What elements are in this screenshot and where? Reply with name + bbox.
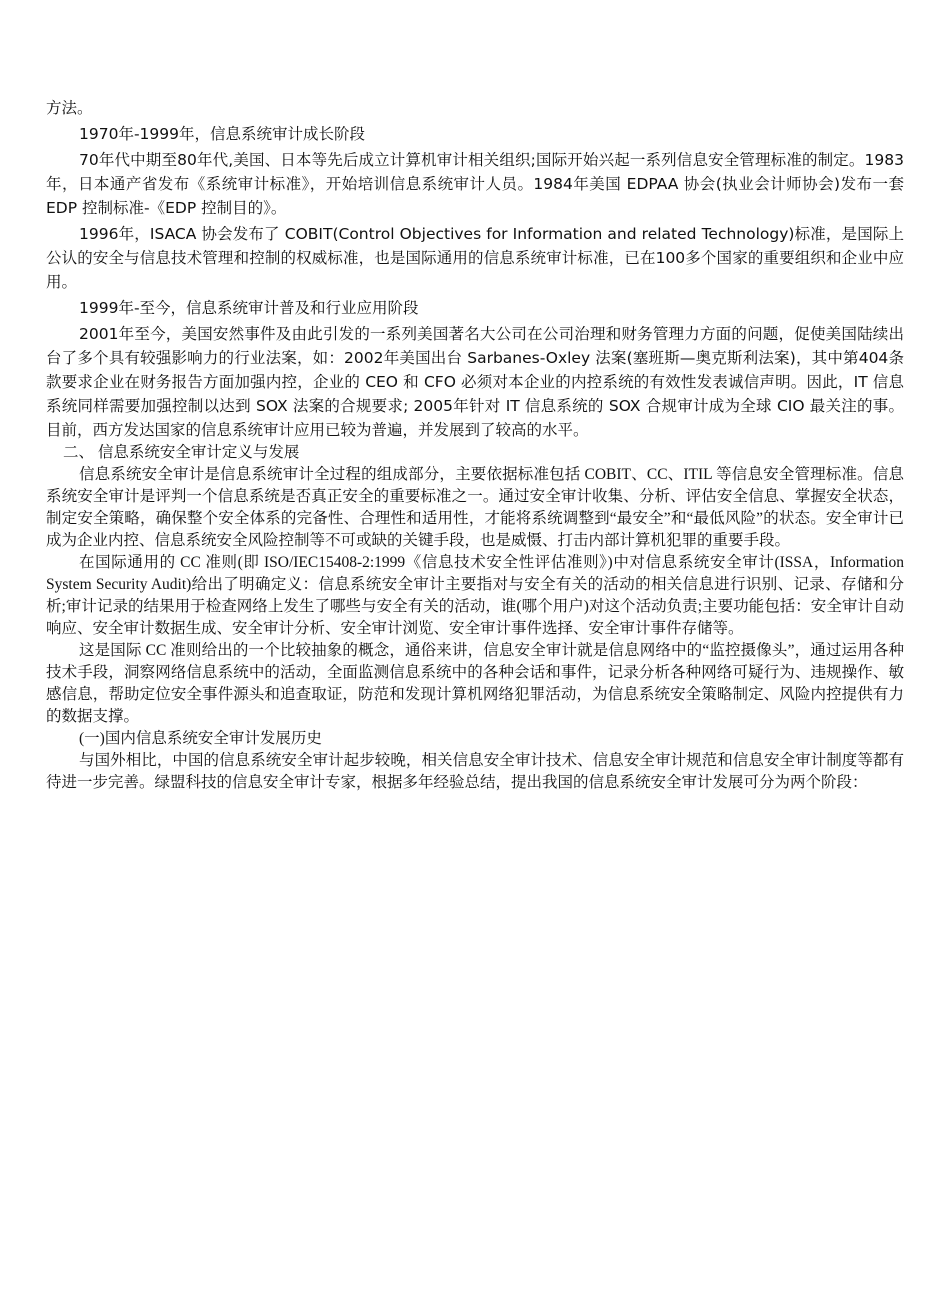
paragraph-cobit-1996: 1996年，ISACA 协会发布了 COBIT(Control Objectives for Information and related Technology)标准，是国际上公认的安全与信息技术管理和控制的权威标准，也是国际通用的信息系统审计标准，已在100多个国家的重要组织和企业中应用。 [46, 225, 904, 291]
paragraph-cc-standard: 在国际通用的 CC 准则(即 ISO/IEC15408-2:1999《信息技术安全性评估准则》)中对信息系统安全审计(ISSA，Information System Security Audit)给出了明确定义：信息系统安全审计主要指对与安全有关的活动的相关信息进行识别、记录、存储和分析;审计记录的结果用于检查网络上发生了哪些与安全有关的活动，谁(哪个用户)对这个活动负责;主要功能包括：安全审计自动响应、安全审计数据生成、安全审计分析、安全审计浏览、安全审计事件选择、安全审计事件存储等。 [46, 554, 904, 637]
paragraph-intro-tail: 方法。 [46, 99, 93, 117]
subheading-domestic-history: (一)国内信息系统安全审计发展历史 [79, 730, 322, 747]
paragraph-1970s-history: 70年代中期至80年代,美国、日本等先后成立计算机审计相关组织;国际开始兴起一系列信息安全管理标准的制定。1983年，日本通产省发布《系统审计标准》，开始培训信息系统审计人员。1984年美国 EDPAA 协会(执业会计师协会)发布一套 EDP 控制标准-《EDP 控制目的》。 [46, 151, 904, 217]
paragraph-monitoring-camera: 这是国际 CC 准则给出的一个比较抽象的概念，通俗来讲，信息安全审计就是信息网络中的“监控摄像头”，通过运用各种技术手段，洞察网络信息系统中的活动，全面监测信息系统中的各种会话和事件，记录分析各种网络可疑行为、违规操作、敏感信息，帮助定位安全事件源头和追查取证，防范和发现计算机网络犯罪活动，为信息系统安全策略制定、风险内控提供有力的数据支撑。 [46, 642, 904, 725]
section-heading-security-audit: 二、 信息系统安全审计定义与发展 [63, 444, 300, 461]
heading-growth-stage: 1970年-1999年，信息系统审计成长阶段 [79, 125, 365, 143]
paragraph-audit-definition: 信息系统安全审计是信息系统审计全过程的组成部分，主要依据标准包括 COBIT、CC、ITIL 等信息安全管理标准。信息系统安全审计是评判一个信息系统是否真正安全的重要标准之一。通过安全审计收集、分析、评估安全信息、掌握安全状态，制定安全策略，确保整个安全体系的完备性、合理性和适用性，才能将系统调整到“最安全”和“最低风险”的状态。安全审计已成为企业内控、信息系统安全风险控制等不可或缺的关键手段，也是威慑、打击内部计算机犯罪的重要手段。 [46, 466, 904, 549]
paragraph-sox-history: 2001年至今，美国安然事件及由此引发的一系列美国著名大公司在公司治理和财务管理力方面的问题，促使美国陆续出台了多个具有较强影响力的行业法案，如：2002年美国出台 Sarbanes-Oxley 法案(塞班斯—奥克斯利法案)，其中第404条款要求企业在财务报告方面加强内控，企业的 CEO 和 CFO 必须对本企业的内控系统的有效性发表诚信声明。因此，IT 信息系统同样需要加强控制以达到 SOX 法案的合规要求; 2005年针对 IT 信息系统的 SOX 合规审计成为全球 CIO 最关注的事。目前，西方发达国家的信息系统审计应用已较为普遍，并发展到了较高的水平。 [46, 325, 904, 439]
heading-popularization-stage: 1999年-至今，信息系统审计普及和行业应用阶段 [79, 299, 419, 317]
paragraph-domestic-stages: 与国外相比，中国的信息系统安全审计起步较晚，相关信息安全审计技术、信息安全审计规范和信息安全审计制度等都有待进一步完善。绿盟科技的信息安全审计专家，根据多年经验总结，提出我国的信息系统安全审计发展可分为两个阶段： [46, 752, 904, 791]
document-page [46, 96, 904, 794]
